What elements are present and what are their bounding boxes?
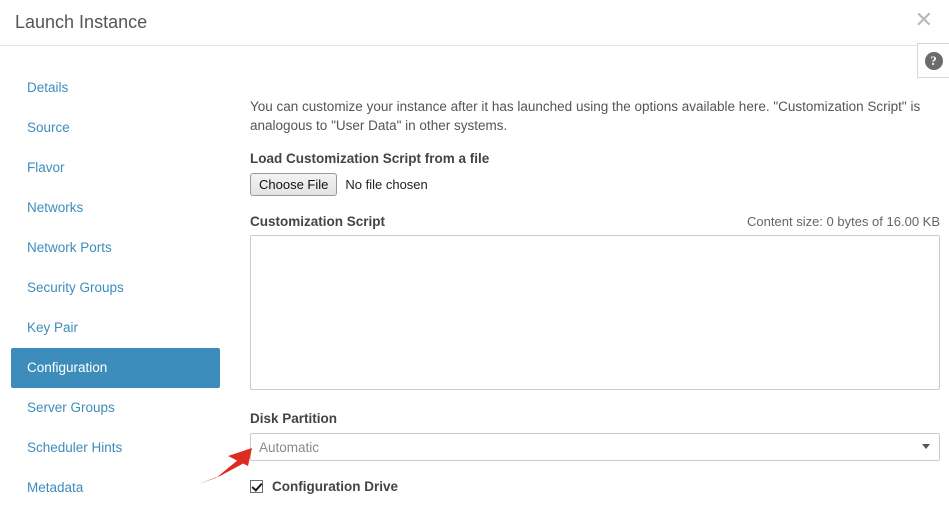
sidebar-item-key-pair[interactable]: Key Pair (27, 320, 79, 335)
sidebar-item-flavor[interactable]: Flavor (27, 160, 65, 175)
sidebar-item-networks[interactable]: Networks (27, 200, 84, 215)
configuration-panel (232, 46, 949, 512)
page-title: Launch Instance (15, 12, 148, 32)
wizard-sidebar (0, 46, 232, 512)
disk-partition-select[interactable] (250, 433, 940, 461)
load-script-label: Load Customization Script from a file (250, 151, 490, 166)
sidebar-item-configuration[interactable]: Configuration (11, 348, 220, 388)
help-icon: ? (925, 52, 943, 70)
sidebar-item-scheduler-hints[interactable]: Scheduler Hints (27, 440, 123, 455)
sidebar-item-security-groups[interactable]: Security Groups (27, 280, 124, 295)
sidebar-item-metadata[interactable]: Metadata (27, 480, 84, 495)
config-drive-checkbox[interactable] (250, 480, 263, 493)
intro-text: You can customize your instance after it has launched using the options available here. "Customization Script" is analogous to "User Data" in other systems. (250, 99, 921, 133)
choose-file-button[interactable]: Choose File (250, 173, 337, 196)
customization-script-input[interactable] (250, 235, 940, 390)
disk-partition-label: Disk Partition (250, 411, 338, 426)
content-size-text: Content size: 0 bytes of 16.00 KB (747, 214, 940, 229)
file-name-text: No file chosen (345, 177, 428, 192)
config-drive-label: Configuration Drive (272, 479, 399, 494)
sidebar-item-network-ports[interactable]: Network Ports (27, 240, 112, 255)
customization-script-label: Customization Script (250, 214, 386, 229)
disk-partition-select-wrap (250, 433, 940, 461)
modal-header (0, 0, 949, 46)
config-drive-row (250, 479, 940, 494)
sidebar-item-source[interactable]: Source (27, 120, 70, 135)
file-upload-row (250, 173, 940, 196)
file-input[interactable] (250, 173, 428, 196)
modal-body (0, 46, 949, 512)
close-icon[interactable]: ✕ (911, 7, 937, 33)
sidebar-item-server-groups[interactable]: Server Groups (27, 400, 115, 415)
customization-script-header (250, 214, 940, 229)
sidebar-item-details[interactable]: Details (27, 80, 69, 95)
